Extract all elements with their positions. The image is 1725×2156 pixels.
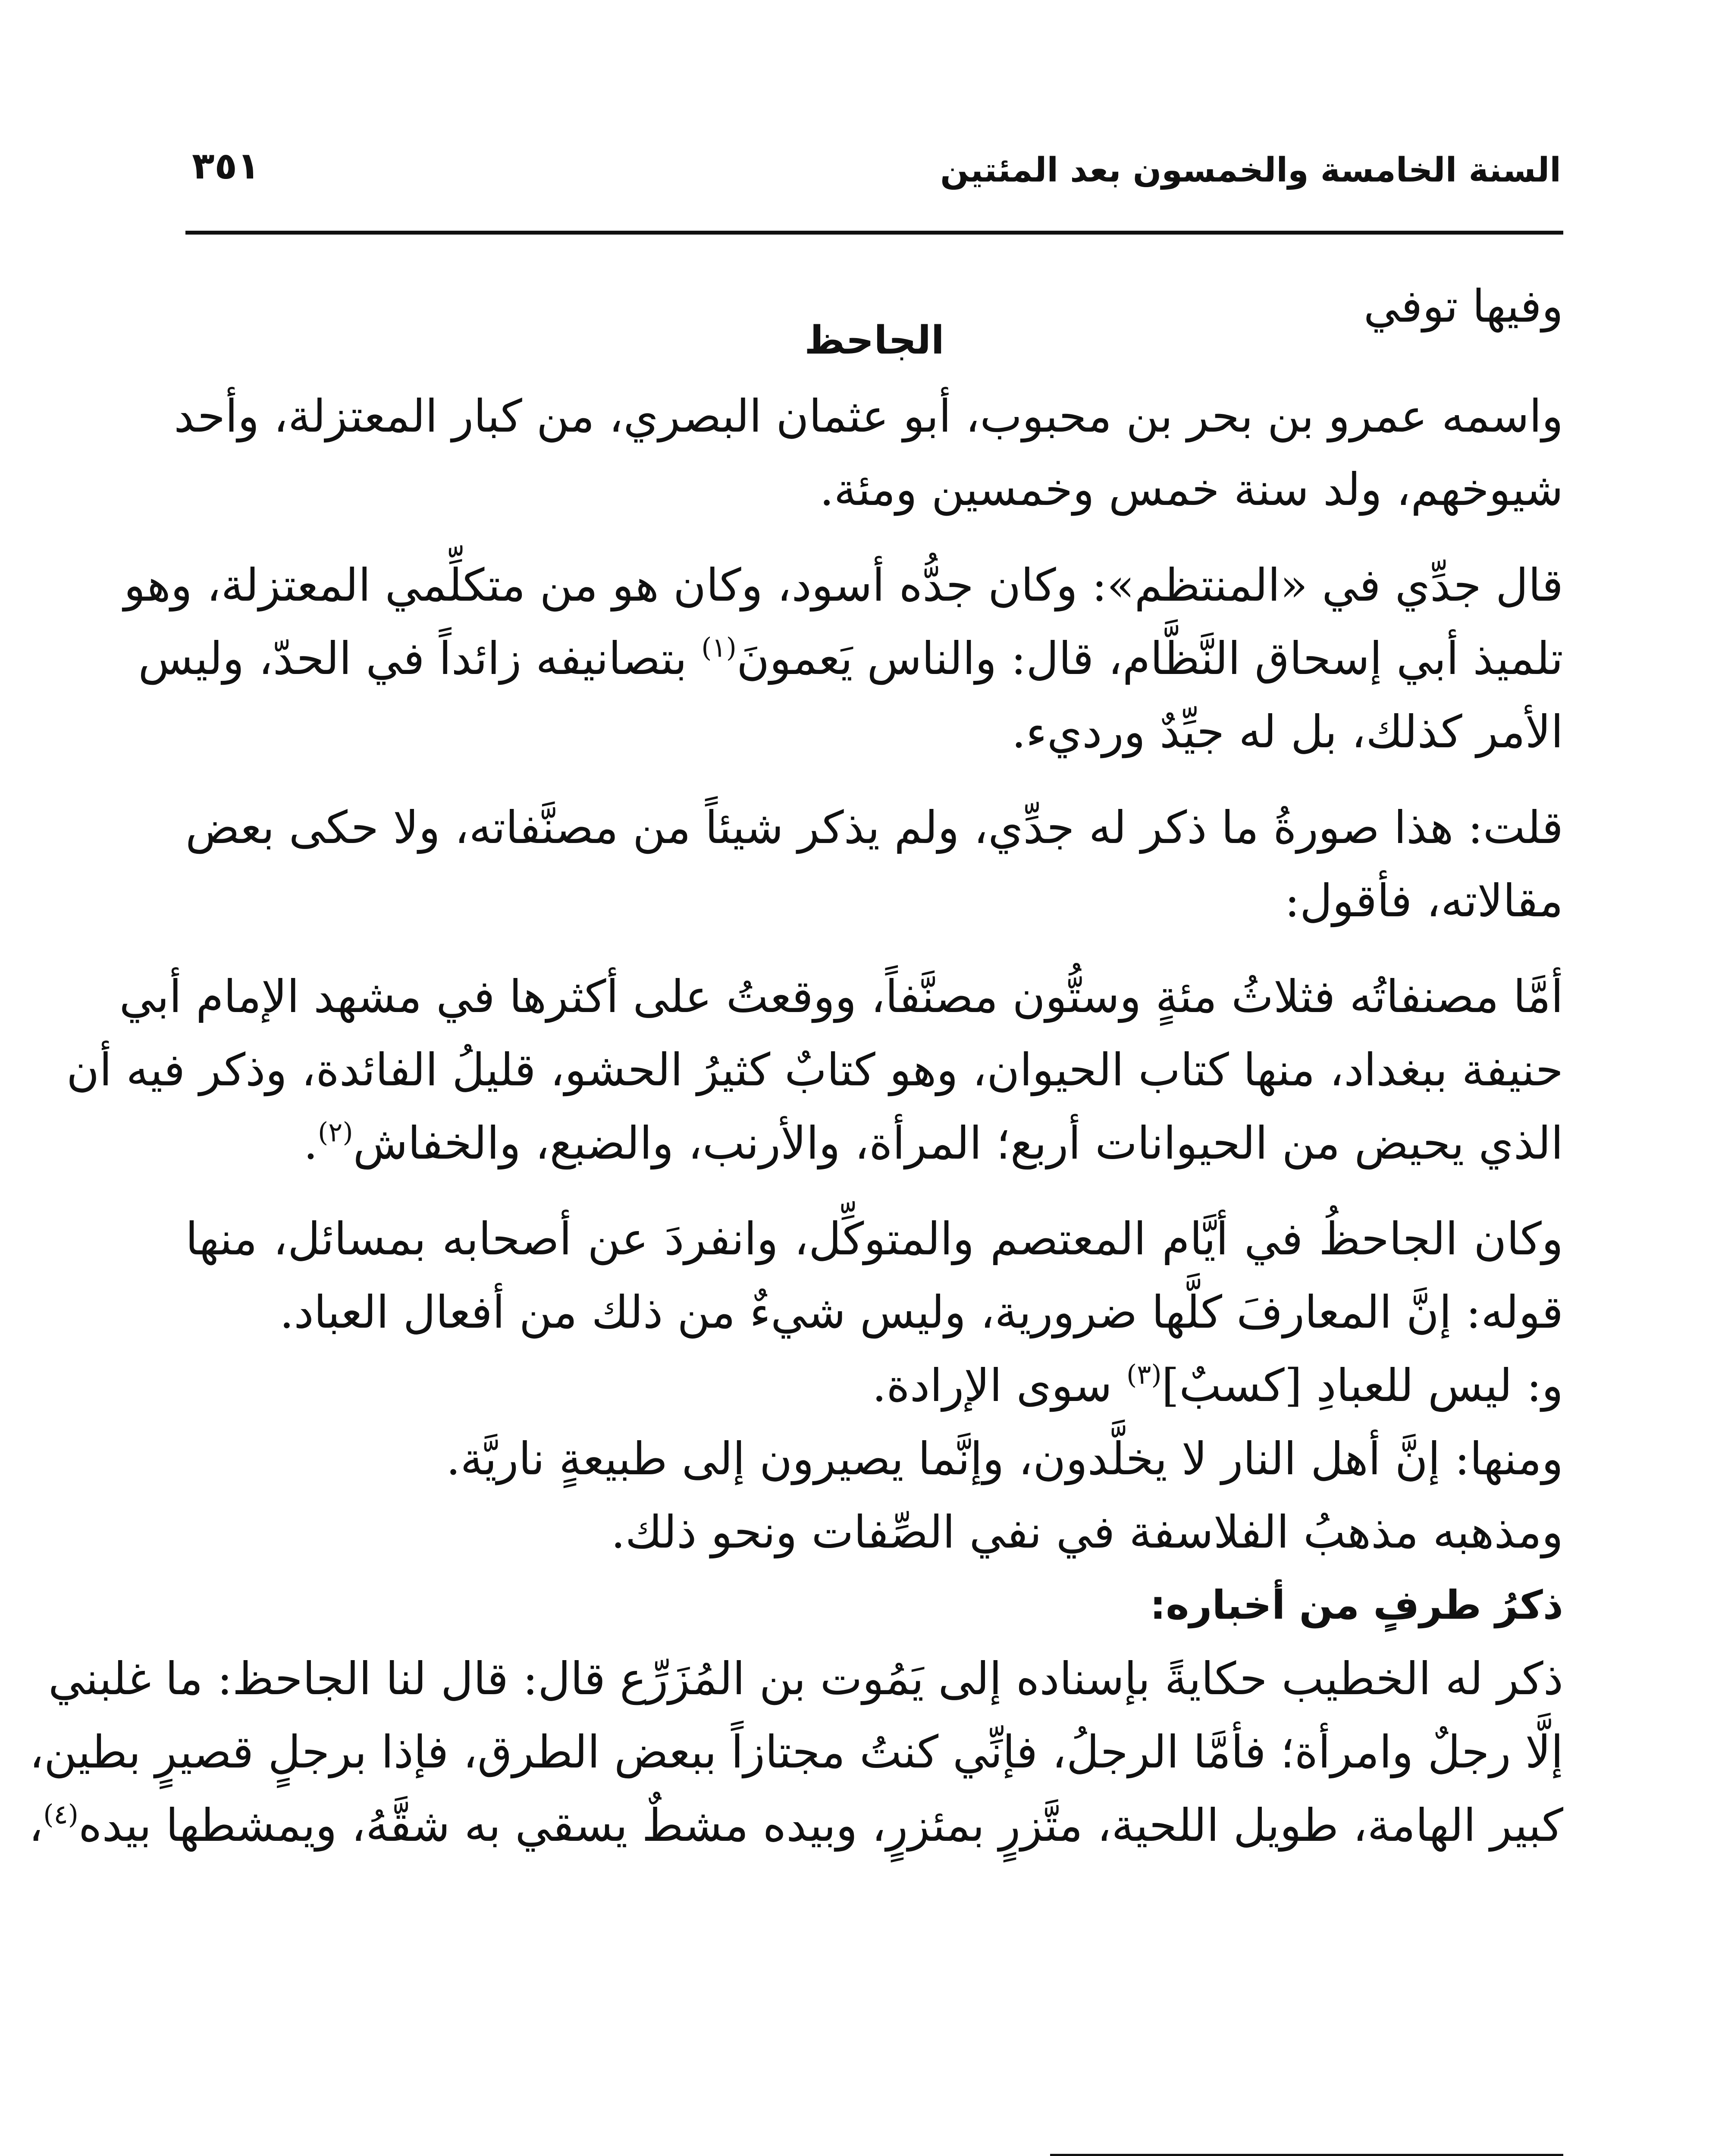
text-segment: الذي يحيض من الحيوانات أربع؛ المرأة، والأرنب، والضبع، والخفاش bbox=[353, 1117, 1563, 1169]
footnote-ref: (١) bbox=[701, 632, 737, 663]
main-text bbox=[28, 276, 1563, 1862]
text-line: وكان الجاحظُ في أيَّام المعتصم والمتوكِّل، وانفردَ عن أصحابه بمسائل، منها bbox=[185, 1213, 1563, 1265]
footnote-ref: (٢) bbox=[317, 1116, 353, 1148]
text-line: حنيفة ببغداد، منها كتاب الحيوان، وهو كتابٌ كثيرُ الحشو، قليلُ الفائدة، وذكر فيه أن bbox=[66, 1044, 1563, 1096]
text-line: أمَّا مصنفاتُه فثلاثُ مئةٍ وستُّون مصنَّفاً، ووقعتُ على أكثرها في مشهد الإمام أبي bbox=[119, 970, 1563, 1023]
footnote-rule bbox=[1050, 2154, 1563, 2156]
paragraph-gap bbox=[185, 768, 1563, 791]
page-number: ٣٥١ bbox=[192, 144, 260, 188]
text-line: ذكر له الخطيب حكايةً بإسناده إلى يَمُوت بن المُزَرِّع قال: قال لنا الجاحظ: ما غلبني bbox=[48, 1652, 1563, 1705]
text-line: إلَّا رجلٌ وامرأة؛ فأمَّا الرجلُ، فإنِّي كنتُ مجتازاً ببعض الطرق، فإذا برجلٍ قصيرٍ بطين، bbox=[29, 1726, 1563, 1778]
paragraph-gap bbox=[185, 1180, 1563, 1202]
text-line: ومنها: إنَّ أهل النار لا يخلَّدون، وإنَّما يصيرون إلى طبيعةٍ ناريَّة. bbox=[446, 1432, 1563, 1485]
footnote-ref: (٤) bbox=[43, 1799, 78, 1830]
text-segment: بتصانيفه زائداً في الحدّ، وليس bbox=[138, 632, 687, 685]
text-line: الأمر كذلك، بل له جيِّدٌ ورديء. bbox=[1011, 705, 1563, 758]
subheading: ذكرُ طرفٍ من أخباره: bbox=[1150, 1582, 1563, 1628]
text-line: مقالاته، فأقول: bbox=[1284, 874, 1563, 927]
header-rule bbox=[185, 231, 1563, 235]
text-line: قال جدِّي في «المنتظم»: وكان جدُّه أسود، وكان هو من متكلِّمي المعتزلة، وهو bbox=[124, 559, 1563, 611]
text-segment: كبير الهامة، طويل اللحية، متَّزرٍ بمئزرٍ، وبيده مشطٌ يسقي به شقَّهُ، ويمشطها بيده bbox=[78, 1799, 1563, 1852]
punctuation: . bbox=[303, 1117, 318, 1169]
text-line bbox=[185, 1106, 1563, 1180]
text-line: قلت: هذا صورةُ ما ذكر له جدِّي، ولم يذكر شيئاً من مصنَّفاته، ولا حكى بعض bbox=[185, 801, 1563, 854]
running-head: السنة الخامسة والخمسون بعد المئتين bbox=[940, 151, 1561, 190]
text-segment: تلميذ أبي إسحاق النَّظَّام، قال: والناس يَعمونَ bbox=[737, 632, 1563, 685]
text-line: واسمه عمرو بن بحر بن محبوب، أبو عثمان البصري، من كبار المعتزلة، وأحد bbox=[174, 390, 1563, 442]
paragraph-gap bbox=[185, 526, 1563, 548]
text-line: قوله: إنَّ المعارفَ كلَّها ضرورية، وليس شيءٌ من ذلك من أفعال العباد. bbox=[279, 1286, 1563, 1338]
section-title: الجاحظ bbox=[804, 318, 944, 363]
text-segment: و: ليس للعبادِ [كسبٌ] bbox=[1161, 1359, 1563, 1412]
text-line: ومذهبه مذهبُ الفلاسفة في نفي الصِّفات ونحو ذلك. bbox=[611, 1506, 1563, 1558]
text-line bbox=[185, 1349, 1563, 1422]
footnote-ref: (٣) bbox=[1126, 1359, 1162, 1390]
paragraph-gap bbox=[185, 937, 1563, 960]
death-intro-row bbox=[185, 276, 1563, 379]
text-line: شيوخهم، ولد سنة خمس وخمسين ومئة. bbox=[819, 463, 1563, 516]
text-line bbox=[28, 1789, 1563, 1862]
text-line bbox=[138, 622, 1563, 695]
text-segment: سوى الإرادة. bbox=[872, 1359, 1112, 1412]
punctuation: ، bbox=[28, 1799, 44, 1852]
death-intro: وفيها توفي bbox=[1363, 280, 1563, 332]
